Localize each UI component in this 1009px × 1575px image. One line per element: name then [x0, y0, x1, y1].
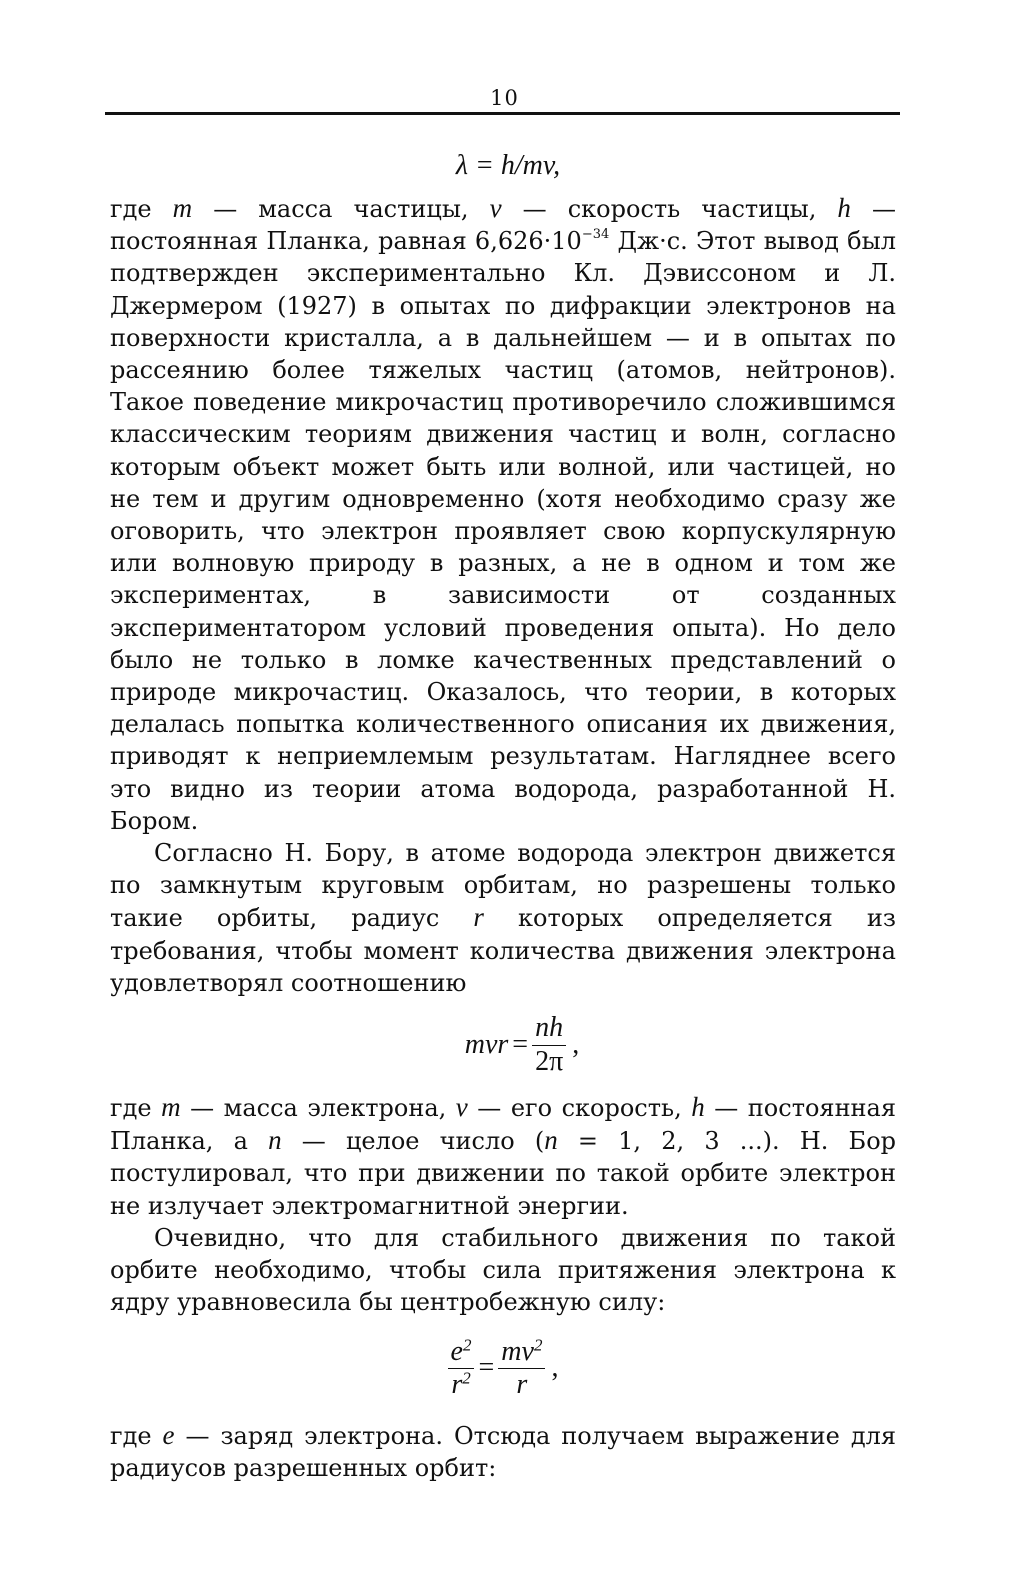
paragraph-3: где m — масса электрона, v — его скорость, h — постоянная Планка, а n — целое число (n = 1, 2, 3 ...). Н. Бор постулировал, что при движении по такой орбите электрон не излучает электромагнитной энергии. — [110, 1092, 897, 1220]
paragraph-4: Очевидно, что для стабильного движения по такой орбите необходимо, чтобы сила притяжения электрона к ядру уравновесила бы центробежную силу: — [110, 1223, 896, 1317]
fraction-e2-r2: $\frac{e^2}{r^2}$ — [448, 1336, 475, 1401]
page-content — [110, 140, 896, 1484]
paragraph-2: Согласно Н. Бору, в атоме водорода электрон движется по замкнутым круговым орбитам, но разрешены только такие орбиты, радиус r которых определяется из требования, чтобы момент количества движения электрона удовлетворял соотношению — [110, 839, 896, 997]
paragraph-1: где m — масса частицы, v — скорость частицы, h — постоянная Планка, равная $6,626\cdot 10^{-34}$ Дж·с. Этот вывод был подтвержден экспериментально Кл. Дэвиссоном и Л. Джермером (1927) в опытах по дифракции электронов на поверхности кристалла, а в дальнейшем — и в опытах по рассеянию более тяжелых частиц (атомов, нейтронов). Такое поведение микрочастиц противоречило сложившимся классическим теориям движения частиц и волн, согласно которым объект может быть или волной, или частицей, но не тем и другим одновременно (хотя необходимо сразу же оговорить, что электрон проявляет свою корпускулярную или волновую природу в разных, а не в одном и том же экспериментах, в зависимости от созданных экспериментатором условий проведения опыта). Но дело было не только в ломке качественных представлений о природе микрочастиц. Оказалось, что теории, в которых делалась попытка количественного описания их движения, приводят к неприемлемым результатам. Нагляднее всего это видно из теории атома водорода, разработанной Н. Бором. — [110, 193, 896, 835]
header-rule — [105, 112, 900, 115]
paragraph-5: где e — заряд электрона. Отсюда получаем выражение для радиусов разрешенных орбит: — [110, 1419, 897, 1482]
formula-de-broglie: λ = h/mv, — [455, 150, 561, 181]
formula-bohr-quantization: mvr = $\frac{nh}{2\pi}$ , — [464, 1012, 580, 1077]
fraction-mv2-r: $\frac{mv^2}{r}$ — [498, 1336, 545, 1401]
page-number: 10 — [490, 86, 519, 110]
formula-force-balance: $\frac{e^2}{r^2}$ = $\frac{mv^2}{r}$ , — [110, 1319, 896, 1419]
fraction-nh-2pi: $\frac{nh}{2\pi}$ — [532, 1012, 566, 1077]
